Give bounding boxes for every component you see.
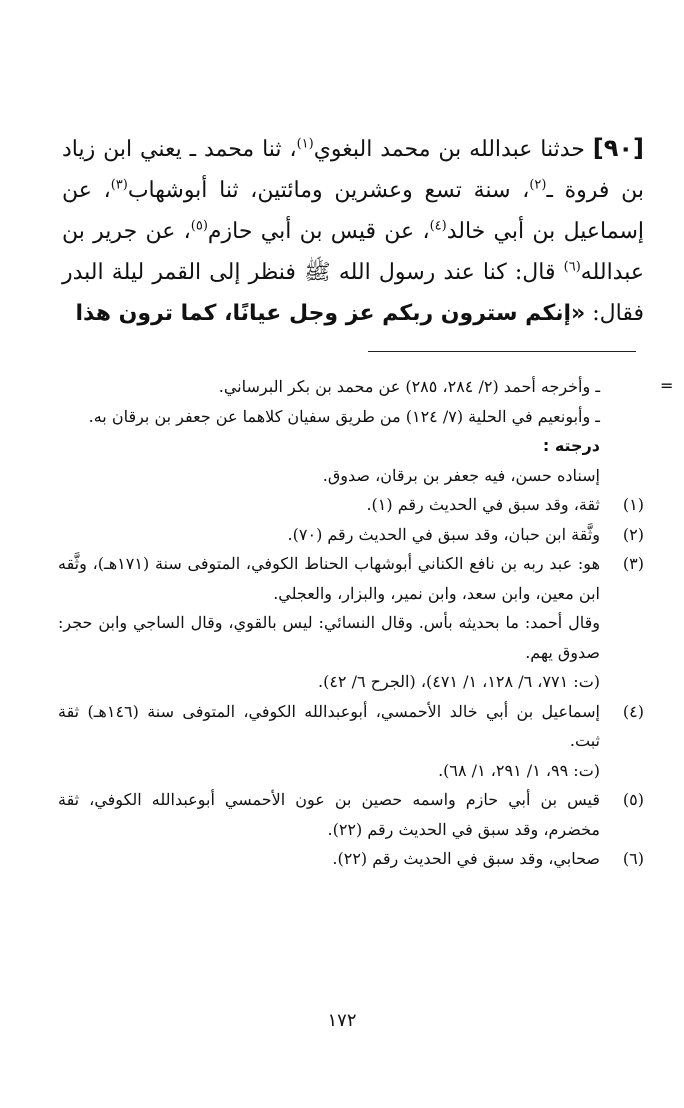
footnote-item	[58, 697, 644, 786]
footnotes-block	[58, 372, 644, 874]
footnote-number: (٦)	[622, 849, 644, 868]
footnote-item	[58, 549, 644, 697]
footnote-text: وثَّقة ابن حبان، وقد سبق في الحديث رقم (٧٠).	[287, 524, 600, 544]
footnote-text: وقال أحمد: ما بحديثه بأس. وقال النسائي: ليس بالقوي، وقال الساجي وابن حجر: صدوق يهم.	[58, 613, 600, 662]
grade-heading-row	[58, 431, 644, 461]
hadith-number: [٩٠]	[592, 134, 645, 162]
footnote-text: (ت: ٧٧١، ٦/ ١٢٨، ١/ ٤٧١)، (الجرح ٦/ ٤٢).	[318, 672, 600, 691]
takhrij-line	[58, 372, 644, 402]
footnote-item	[58, 490, 644, 520]
hadith-text-block	[62, 128, 644, 334]
footnote-text: إسماعيل بن أبي خالد الأحمسي، أبوعبدالله الكوفي، المتوفى سنة (١٤٦هـ) ثقة ثبت.	[58, 701, 600, 750]
footnote-item	[58, 844, 644, 874]
footnote-item	[58, 785, 644, 844]
grade-row	[58, 461, 644, 491]
footnote-number: (٢)	[622, 524, 644, 544]
hadith-paragraph	[62, 128, 644, 334]
footnote-ref: (٤)	[429, 218, 447, 234]
grade-text: إسناده حسن، فيه جعفر بن برقان، صدوق.	[322, 465, 600, 485]
footnote-ref: (٢)	[529, 177, 547, 193]
footnote-text: صحابي، وقد سبق في الحديث رقم (٢٢).	[332, 849, 600, 868]
continuation-mark: =	[660, 376, 674, 395]
grade-heading: درجته :	[542, 436, 600, 455]
isnad-text: ، عن قيس بن أبي حازم	[207, 219, 430, 244]
footnote-number: (٤)	[622, 701, 644, 721]
footnote-text: ثقة، وقد سبق في الحديث رقم (١).	[366, 495, 600, 514]
footnote-ref: (٣)	[110, 177, 128, 193]
takhrij-text: ـ وأخرجه أحمد (٢/ ٢٨٤، ٢٨٥) عن محمد بن بكر البرساني.	[218, 377, 600, 396]
footnote-ref: (٦)	[563, 259, 581, 275]
footnote-text: قيس بن أبي حازم واسمه حصين بن عون الأحمسي أبوعبدالله الكوفي، ثقة مخضرم، وقد سبق في الحديث رقم (٢٢).	[58, 790, 600, 839]
isnad-text: ، سنة تسع وعشرين ومائتين، ثنا أبوشهاب	[127, 178, 530, 203]
isnad-text: ، ثنا محمد ـ يعني ابن زياد بن فروة ـ	[62, 137, 645, 203]
takhrij-line	[58, 402, 644, 432]
footnote-number: (٣)	[622, 554, 644, 573]
isnad-text: حدثنا عبدالله بن محمد البغوي	[313, 137, 585, 162]
footnote-ref: (١)	[296, 136, 314, 152]
matn-text: قال: كنا عند رسول الله ﷺ فنظر إلى القمر ليلة البدر فقال:	[62, 260, 644, 326]
footnote-text: هو: عبد ربه بن نافع الكناني أبوشهاب الحناط الكوفي، المتوفى سنة (١٧١هـ)، وثَّقه ابن معين، وابن سعد، وابن نمير، والبزار، والعجلي.	[58, 554, 601, 603]
footnote-ref: (٥)	[190, 218, 208, 234]
page-number: ١٧٢	[327, 1010, 357, 1031]
isnad-text: ، عن إسماعيل بن أبي خالد	[62, 178, 644, 244]
footnote-number: (١)	[622, 495, 644, 514]
footnote-text: (ت: ٩٩، ١/ ٢٩١، ١/ ٦٨).	[438, 760, 600, 780]
isnad-text: ، عن جرير بن عبدالله	[62, 219, 644, 285]
footnote-number: (٥)	[622, 790, 644, 809]
footnote-item	[58, 520, 644, 550]
takhrij-text: ـ وأبونعيم في الحلية (٧/ ١٢٤) من طريق سفيان كلاهما عن جعفر بن برقان به.	[88, 406, 600, 426]
footnote-divider	[368, 351, 636, 352]
matn-quote: «إنكم سترون ربكم عز وجل عيانًا، كما ترون هذا	[75, 301, 586, 326]
